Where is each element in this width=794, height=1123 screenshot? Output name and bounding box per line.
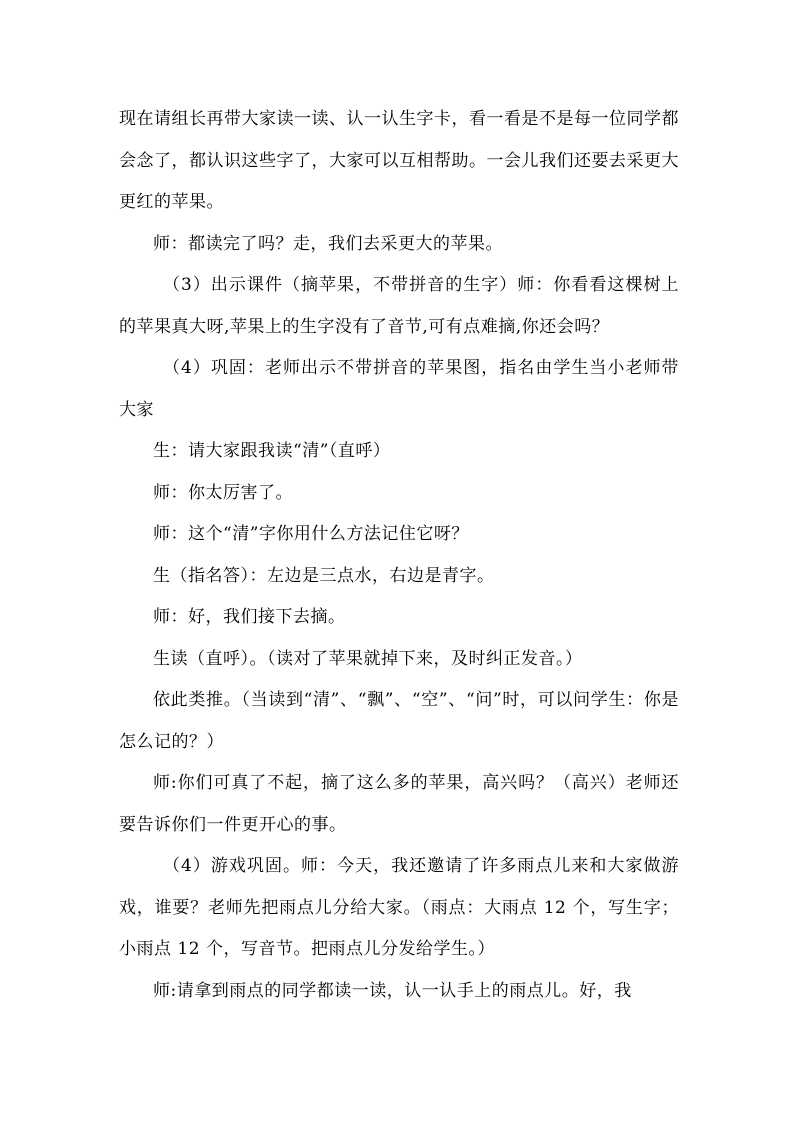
- paragraph-teacher-continue: 师：好，我们接下去摘。: [153, 607, 346, 627]
- paragraph-teacher-happy: 师:你们可真了不起，摘了这么多的苹果，高兴吗？（高兴）老师还要告诉你们一件更开心的事。: [119, 773, 679, 835]
- paragraph-step-4-consolidate: （4）巩固：老师出示不带拼音的苹果图，指名由学生当小老师带大家: [119, 358, 679, 420]
- paragraph-intro: 现在请组长再带大家读一读、认一认生字卡，看一看是不是每一位同学都会念了，都认识这些字了，大家可以互相帮助。一会儿我们还要去采更大更红的苹果。: [119, 109, 679, 212]
- paragraph-student-answer: 生（指名答）：左边是三点水，右边是青字。: [153, 565, 495, 586]
- paragraph-teacher-question: 师：这个“清”字你用什么方法记住它呀？: [153, 524, 469, 544]
- paragraph-step-4-game: （4）游戏巩固。师：今天，我还邀请了许多雨点儿来和大家做游戏，谁要？老师先把雨点儿分给大家。（雨点：大雨点 12 个，写生字；小雨点 12 个，写音节。把雨点儿分发给学生。）: [119, 856, 679, 959]
- paragraph-teacher-raindrops: 师:请拿到雨点的同学都读一读，认一认手上的雨点儿。好，我: [153, 980, 632, 1001]
- paragraph-student-read-direct: 生读（直呼）。（读对了苹果就掉下来，及时纠正发音。）: [153, 648, 583, 669]
- paragraph-step-3-courseware: （3）出示课件（摘苹果，不带拼音的生字）师：你看看这棵树上的苹果真大呀,苹果上的生字没有了音节,可有点难摘,你还会吗？: [119, 275, 679, 337]
- paragraph-teacher-praise: 师：你太厉害了。: [153, 482, 293, 503]
- paragraph-student-read-qing: 生：请大家跟我读“清”（直呼）: [153, 441, 391, 461]
- document-body: [119, 99, 679, 1012]
- paragraph-by-analogy: 依此类推。（当读到“清”、“飘”、“空”、“问”时，可以问学生：你是怎么记的？）: [119, 690, 679, 752]
- paragraph-teacher-all-read: 师：都读完了吗？走，我们去采更大的苹果。: [153, 233, 503, 254]
